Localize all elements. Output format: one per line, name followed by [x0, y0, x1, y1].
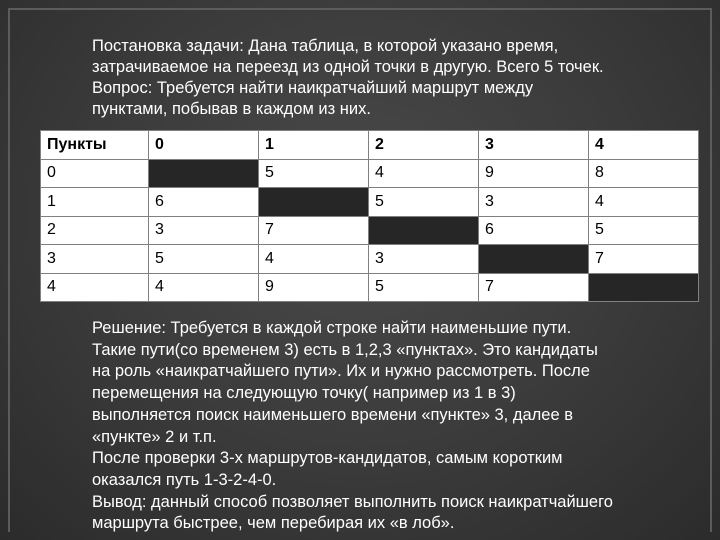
- header-cell: Пункты: [41, 131, 149, 160]
- solution-line: После проверки 3-х маршрутов-кандидатов, самым коротким: [92, 449, 563, 468]
- header-cell: 2: [369, 131, 479, 160]
- table-row: [41, 273, 699, 302]
- header-cell: 1: [259, 131, 369, 160]
- table-header-row: [41, 131, 699, 160]
- table-cell: 8: [589, 159, 699, 188]
- table-cell: 3: [369, 245, 479, 274]
- table-cell: 9: [479, 159, 589, 188]
- header-cell: 3: [479, 131, 589, 160]
- frame-line-left: [8, 8, 10, 532]
- diagonal-cell: [589, 273, 699, 302]
- solution-line: Такие пути(со временем 3) есть в 1,2,3 «пунктах». Это кандидаты: [92, 340, 598, 359]
- table-cell: 4: [589, 188, 699, 217]
- table-cell: 9: [259, 273, 369, 302]
- problem-statement: [92, 36, 692, 120]
- frame-line-top: [8, 8, 712, 10]
- problem-line: Постановка задачи: Дана таблица, в которой указано время,: [92, 37, 559, 55]
- problem-line: Вопрос: Требуется найти наикратчайший маршрут между: [92, 79, 534, 97]
- diagonal-cell: [369, 216, 479, 245]
- table-cell: 3: [479, 188, 589, 217]
- table-cell: 4: [259, 245, 369, 274]
- table-cell: 3: [149, 216, 259, 245]
- table-cell: 4: [369, 159, 479, 188]
- solution-line: Вывод: данный способ позволяет выполнить поиск наикратчайшего: [92, 492, 613, 511]
- row-label-cell: 1: [41, 188, 149, 217]
- problem-line: затрачиваемое на переезд из одной точки в другую. Всего 5 точек.: [92, 58, 604, 76]
- diagonal-cell: [259, 188, 369, 217]
- table-row: [41, 216, 699, 245]
- row-label-cell: 4: [41, 273, 149, 302]
- distance-table: [40, 130, 699, 302]
- row-label-cell: 2: [41, 216, 149, 245]
- row-label-cell: 3: [41, 245, 149, 274]
- header-cell: 0: [149, 131, 259, 160]
- header-cell: 4: [589, 131, 699, 160]
- solution-text: [92, 318, 692, 535]
- solution-line: оказался путь 1-3-2-4-0.: [92, 470, 277, 489]
- problem-line: пунктами, побывав в каждом из них.: [92, 100, 371, 118]
- table-row: [41, 159, 699, 188]
- table-cell: 6: [149, 188, 259, 217]
- diagonal-cell: [149, 159, 259, 188]
- diagonal-cell: [479, 245, 589, 274]
- table-cell: 5: [259, 159, 369, 188]
- table-cell: 7: [589, 245, 699, 274]
- table-cell: 7: [259, 216, 369, 245]
- row-label-cell: 0: [41, 159, 149, 188]
- table-cell: 4: [149, 273, 259, 302]
- table-cell: 6: [479, 216, 589, 245]
- table-row: [41, 188, 699, 217]
- solution-line: «пункте» 2 и т.п.: [92, 427, 217, 446]
- table-cell: 5: [369, 273, 479, 302]
- frame-line-right: [710, 8, 712, 532]
- solution-line: выполняется поиск наименьшего времени «пункте» 3, далее в: [92, 405, 573, 424]
- solution-line: маршрута быстрее, чем перебирая их «в лоб».: [92, 514, 455, 533]
- solution-line: перемещения на следующую точку( например из 1 в 3): [92, 384, 516, 403]
- table-cell: 5: [149, 245, 259, 274]
- table-cell: 5: [589, 216, 699, 245]
- table-row: [41, 245, 699, 274]
- solution-line: на роль «наикратчайшего пути». Их и нужно рассмотреть. После: [92, 362, 590, 381]
- table-cell: 7: [479, 273, 589, 302]
- solution-line: Решение: Требуется в каждой строке найти наименьшие пути.: [92, 319, 572, 337]
- table-cell: 5: [369, 188, 479, 217]
